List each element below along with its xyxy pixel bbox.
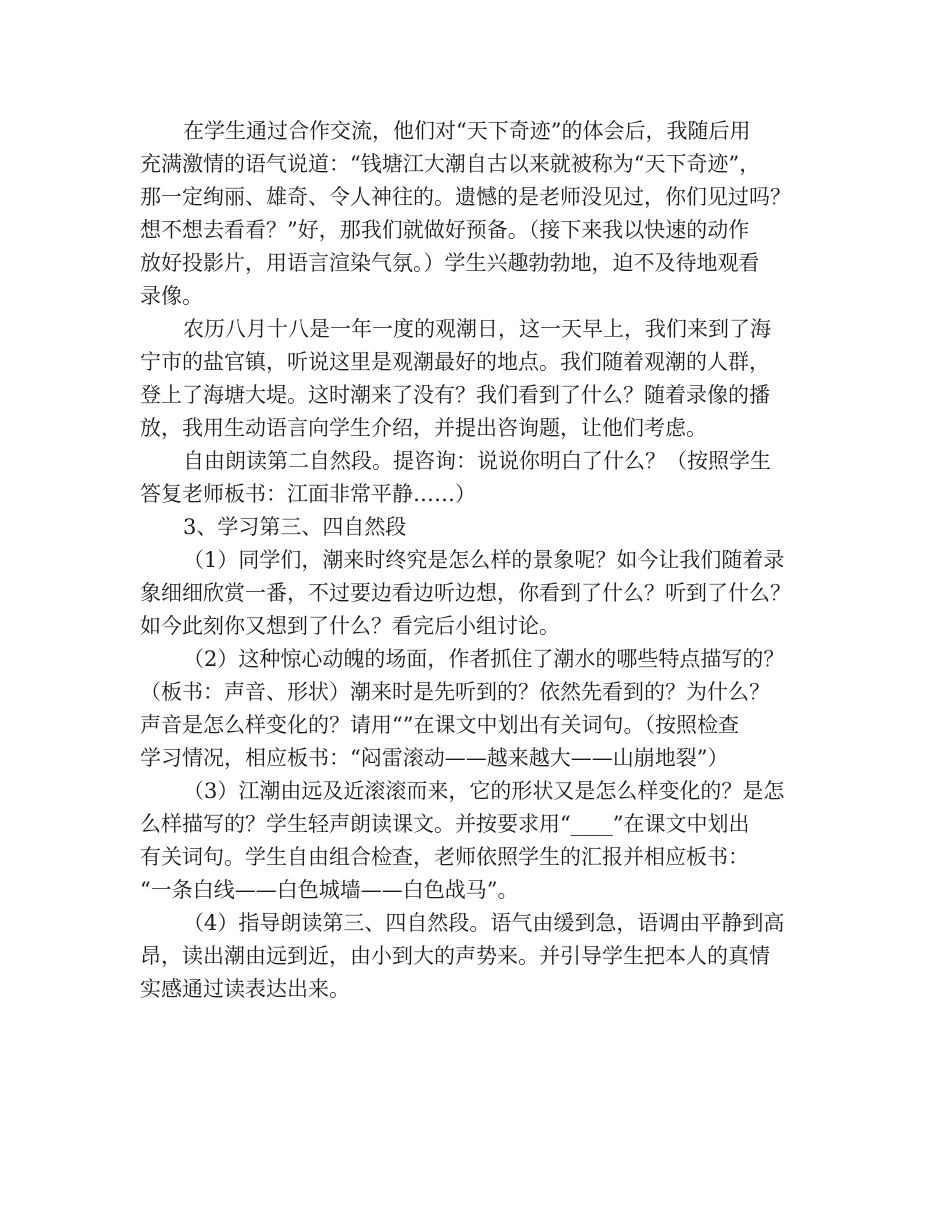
text-line: 放，我用生动语言向学生介绍，并提出咨询题，让他们考虑。 — [140, 416, 707, 440]
text-line: （板书：声音、形状）潮来时是先听到的？依然先看到的？为什么？ — [140, 680, 770, 704]
text-line: 声音是怎么样变化的？请用“”在课文中划出有关词句。（按照检查 — [140, 713, 739, 737]
text-line: 在学生通过合作交流，他们对“天下奇迹”的体会后，我随后用 — [183, 119, 751, 143]
text-line: 自由朗读第二自然段。提咨询：说说你明白了什么？（按照学生 — [183, 449, 771, 473]
text-line: 如今此刻你又想到了什么？看完后小组讨论。 — [140, 614, 560, 638]
text-line: （1）同学们，潮来时终究是怎么样的景象呢？如今让我们随着录 — [183, 548, 785, 572]
text-line: 农历八月十八是一年一度的观潮日，这一天早上，我们来到了海 — [183, 317, 771, 341]
text-line: 充满激情的语气说道：“钱塘江大潮自古以来就被称为“天下奇迹”， — [140, 152, 761, 176]
text-line: 宁市的盐官镇，听说这里是观潮最好的地点。我们随着观潮的人群， — [140, 350, 770, 374]
text-line: 那一定绚丽、雄奇、令人神往的。遗憾的是老师没见过，你们见过吗？ — [140, 185, 791, 209]
text-line: 录像。 — [140, 284, 203, 308]
text-line: 么样描写的？学生轻声朗读课文。并按要求用“____”在课文中划出 — [140, 812, 750, 836]
text-line: 实感通过读表达出来。 — [140, 977, 350, 1001]
text-line: 象细细欣赏一番，不过要边看边听边想，你看到了什么？听到了什么？ — [140, 581, 791, 605]
text-line: 学习情况，相应板书：“闷雷滚动——越来越大——山崩地裂”） — [140, 746, 729, 770]
section-heading: 3、学习第三、四自然段 — [183, 515, 407, 539]
text-line: （2）这种惊心动魄的场面，作者抓住了潮水的哪些特点描写的？ — [183, 647, 785, 671]
text-line: （4）指导朗读第三、四自然段。语气由缓到急，语调由平静到高 — [183, 911, 785, 935]
text-line: 答复老师板书：江面非常平静……） — [140, 482, 476, 506]
text-line: 放好投影片，用语言渲染气氛。）学生兴趣勃勃地，迫不及待地观看 — [140, 251, 760, 275]
text-line: 有关词句。学生自由组合检查，老师依照学生的汇报并相应板书： — [140, 845, 749, 869]
text-line: 昂，读出潮由远到近，由小到大的声势来。并引导学生把本人的真情 — [140, 944, 770, 968]
text-line: 登上了海塘大堤。这时潮来了没有？我们看到了什么？随着录像的播 — [140, 383, 770, 407]
text-line: 想不想去看看？”好，那我们就做好预备。（接下来我以快速的动作 — [140, 218, 750, 242]
text-line: （3）江潮由远及近滚滚而来，它的形状又是怎么样变化的？是怎 — [183, 779, 785, 803]
text-line: “一条白线——白色城墙——白色战马”。 — [140, 878, 519, 902]
